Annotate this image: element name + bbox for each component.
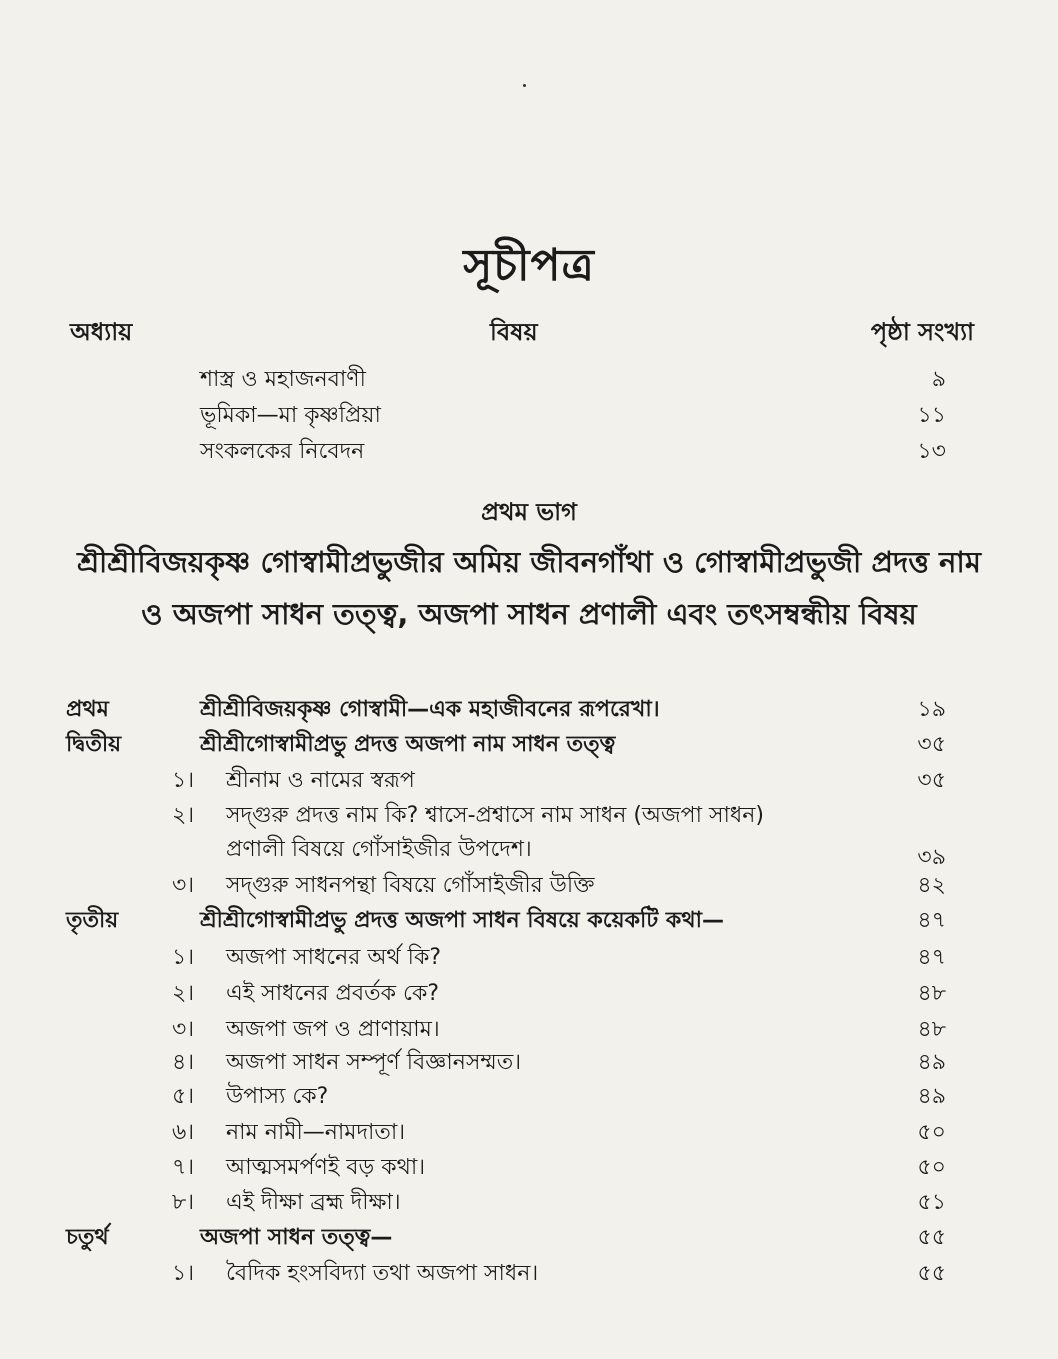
entry-title: শ্রীশ্রীগোস্বামীপ্রভু প্রদত্ত অজপা নাম সাধন তত্ত্ব	[200, 732, 616, 757]
entry-page: ৩৫	[917, 732, 946, 757]
toc-entry	[0, 1256, 1058, 1290]
entry-page: ৪৮	[917, 981, 946, 1006]
page-title: সূচীপত্র	[463, 240, 595, 291]
entry-number: ২।	[172, 981, 195, 1006]
entry-title: নাম নামী—নামদাতা।	[226, 1120, 406, 1145]
entry-title: অজপা সাধনের অর্থ কি?	[226, 945, 442, 970]
entry-page: ১৯	[917, 697, 946, 722]
entry-chapter: তৃতীয়	[66, 908, 119, 933]
entry-number: ২।	[172, 803, 195, 828]
entry-title: আত্মসমর্পণই বড় কথা।	[226, 1155, 426, 1180]
entry-title: অজপা সাধন সম্পূর্ণ বিজ্ঞানসম্মত।	[226, 1050, 522, 1075]
entry-number: ১।	[172, 768, 195, 793]
entry-number: ৮।	[172, 1190, 195, 1215]
entry-number: ৬।	[172, 1120, 195, 1145]
entry-title: উপাস্য কে?	[226, 1084, 329, 1109]
entry-title: অজপা সাধন তত্ত্ব—	[200, 1225, 393, 1250]
toc-entry	[0, 1045, 1058, 1079]
toc-entry	[0, 692, 1058, 726]
entry-page: ৪৭	[917, 908, 946, 933]
entry-page: ৫১	[917, 1190, 946, 1215]
entry-page: ৪২	[917, 873, 946, 898]
front-matter-page: ১৩	[917, 439, 946, 464]
front-matter-row	[0, 398, 1058, 432]
entry-number: ৩।	[172, 873, 195, 898]
entry-title: এই সাধনের প্রবর্তক কে?	[226, 981, 440, 1006]
front-matter-title: ভূমিকা—মা কৃষ্ণপ্রিয়া	[200, 403, 381, 428]
entry-page: ৪৯	[917, 1084, 946, 1109]
toc-entry	[0, 868, 1058, 902]
front-matter-row	[0, 434, 1058, 468]
entry-page: ৫০	[917, 1155, 946, 1180]
entry-title: শ্রীশ্রীবিজয়কৃষ্ণ গোস্বামী—এক মহাজীবনের রূপরেখা।	[200, 697, 660, 722]
entry-number: ৪।	[172, 1050, 195, 1075]
entry-chapter: প্রথম	[66, 697, 109, 722]
toc-entry	[0, 798, 1058, 832]
entry-page: ৫৫	[917, 1261, 946, 1286]
entry-title: শ্রীনাম ও নামের স্বরূপ	[226, 768, 415, 793]
toc-entry	[0, 727, 1058, 761]
toc-entry	[0, 1220, 1058, 1254]
header-subject: বিষয়	[490, 318, 538, 346]
toc-entry	[0, 1115, 1058, 1149]
entry-number: ১।	[172, 1261, 195, 1286]
front-matter-title: শাস্ত্র ও মহাজনবাণী	[200, 367, 366, 392]
entry-number: ৭।	[172, 1155, 195, 1180]
part-description: শ্রীশ্রীবিজয়কৃষ্ণ গোস্বামীপ্রভুজীর অমিয় জীবনগাঁথা ও গোস্বামীপ্রভুজী প্রদত্ত নাম ও অজপা সাধন তত্ত্ব, অজপা সাধন প্রণালী এবং তৎসম্বন্ধীয় বিষয়	[77, 545, 981, 631]
toc-entry	[0, 1185, 1058, 1219]
entry-title: প্রণালী বিষয়ে গোঁসাইজীর উপদেশ।	[226, 837, 532, 862]
toc-entry	[0, 1079, 1058, 1113]
ink-dot	[523, 84, 526, 87]
entry-title: এই দীক্ষা ব্রহ্ম দীক্ষা।	[226, 1190, 401, 1215]
entry-page: ৩৯	[917, 845, 946, 870]
entry-number: ৫।	[172, 1084, 195, 1109]
entry-page: ৫০	[917, 1120, 946, 1145]
entry-page: ৫৫	[917, 1225, 946, 1250]
entry-title: সদ্‌গুরু সাধনপন্থা বিষয়ে গোঁসাইজীর উক্তি	[226, 873, 595, 898]
entry-title: সদ্‌গুরু প্রদত্ত নাম কি? শ্বাসে-প্রশ্বাসে নাম সাধন (অজপা সাধন)	[226, 803, 764, 828]
entry-chapter: দ্বিতীয়	[66, 732, 122, 757]
entry-page: ৪৯	[917, 1050, 946, 1075]
entry-number: ১।	[172, 945, 195, 970]
entry-title: অজপা জপ ও প্রাণায়াম।	[226, 1017, 440, 1042]
entry-chapter: চতুর্থ	[66, 1225, 109, 1250]
header-chapter: অধ্যায়	[70, 318, 133, 346]
front-matter-page: ৯	[931, 367, 946, 392]
front-matter-title: সংকলকের নিবেদন	[200, 439, 365, 464]
front-matter-row	[0, 362, 1058, 396]
entry-number: ৩।	[172, 1017, 195, 1042]
toc-entry	[0, 903, 1058, 937]
toc-entry	[0, 832, 1058, 870]
entry-title: শ্রীশ্রীগোস্বামীপ্রভু প্রদত্ত অজপা সাধন বিষয়ে কয়েকটি কথা—	[200, 908, 724, 933]
toc-entry	[0, 976, 1058, 1010]
toc-entry	[0, 1150, 1058, 1184]
toc-entry	[0, 1012, 1058, 1046]
entry-page: ৪৭	[917, 945, 946, 970]
entry-page: ৪৮	[917, 1017, 946, 1042]
front-matter-page: ১১	[917, 403, 946, 428]
entry-title: বৈদিক হংসবিদ্যা তথা অজপা সাধন।	[226, 1261, 539, 1286]
part-title: প্রথম ভাগ	[481, 498, 577, 526]
header-page: পৃষ্ঠা সংখ্যা	[870, 318, 974, 346]
toc-entry	[0, 940, 1058, 974]
entry-page: ৩৫	[917, 768, 946, 793]
toc-entry	[0, 763, 1058, 797]
